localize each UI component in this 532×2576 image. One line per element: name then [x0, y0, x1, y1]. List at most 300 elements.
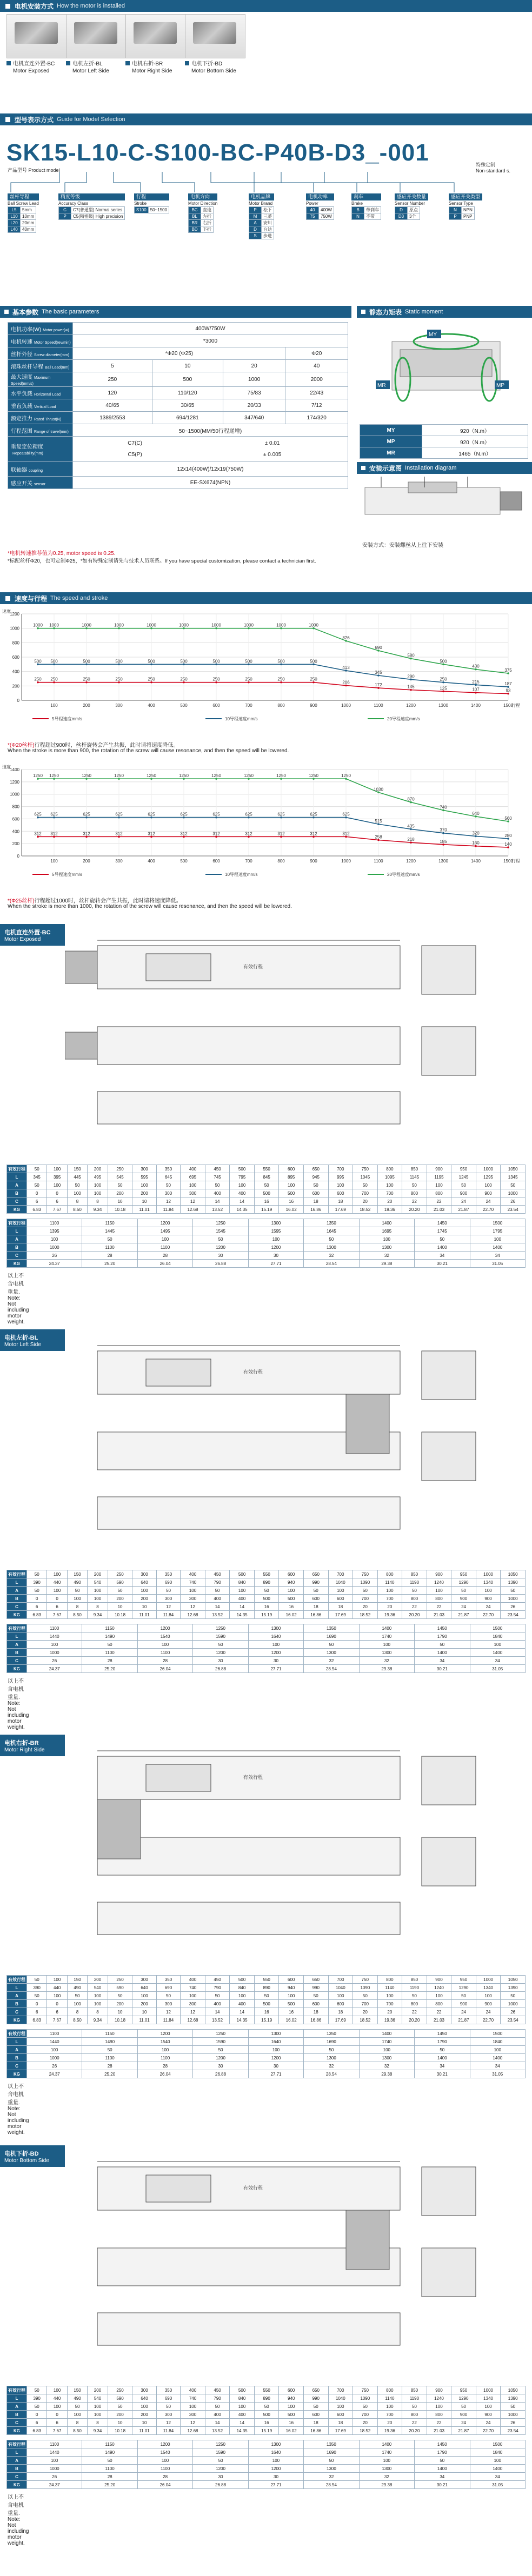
dimension-cell: 100 [328, 2403, 353, 2411]
option-group-title-en: Stroke [134, 201, 147, 206]
option-code: 40 [307, 207, 319, 213]
install-item-bl: 电机左折-BL Motor Left Side [66, 61, 142, 75]
data-label: 258 [375, 834, 382, 840]
dimension-cell: 50 [108, 1587, 132, 1595]
data-label: 172 [375, 683, 382, 688]
dimension-row [7, 2427, 526, 2435]
dimension-cell: 22 [402, 1603, 427, 1611]
install-bar [0, 0, 532, 12]
dimension-row [7, 1665, 526, 1673]
dimension-cell: 800 [377, 2386, 402, 2394]
data-label: 312 [212, 831, 220, 837]
x-tick-label: 1100 [374, 703, 383, 708]
dimension-cell: 495 [88, 1173, 108, 1181]
dimension-cell: 250 [108, 1976, 132, 1984]
dimension-cell: 440 [47, 1578, 67, 1587]
dimension-cell: 18 [328, 1603, 353, 1611]
install-title-en: How the motor is installed [57, 3, 125, 9]
dimension-row-label: C [7, 2419, 27, 2427]
dimension-cell: 745 [205, 1173, 230, 1181]
dimension-cell: 790 [205, 2394, 230, 2403]
dimension-row [7, 2403, 526, 2411]
dimension-cell: 1350 [304, 1624, 359, 1632]
install-title: 电机安装方式 [15, 2, 54, 10]
option-desc: 5mm [21, 207, 36, 213]
dimension-cell: 500 [254, 2411, 279, 2419]
dimension-row [7, 1570, 526, 1578]
dimension-cell: 6 [47, 2008, 67, 2016]
dimension-cell: 8.50 [67, 1611, 87, 1619]
dimension-cell: 50 [353, 1587, 378, 1595]
dimension-section-title: 电机下折-BD Motor Bottom Side [0, 2145, 65, 2167]
dimension-cell: 100 [137, 2457, 192, 2465]
option-code: S100 [135, 207, 149, 213]
dimension-cell: 400 [205, 1189, 230, 1197]
dimension-cell: 0 [47, 1189, 67, 1197]
dimension-cell: 200 [88, 2386, 108, 2394]
dimension-cell: 10 [132, 1603, 156, 1611]
data-label: 625 [212, 812, 220, 817]
dimension-cell: 840 [230, 1578, 255, 1587]
data-label: 625 [310, 812, 317, 817]
speed-note-a: *(Φ20丝杆)行程超过900时，丝杆旋转会产生共振，此时请将速度降低。 [8, 742, 179, 748]
dimension-cell: 200 [88, 1165, 108, 1173]
x-tick-label: 1300 [438, 859, 448, 864]
dimension-cell: 690 [156, 1578, 180, 1587]
dimension-cell: 100 [230, 1992, 255, 2000]
dimension-cell: 100 [248, 1235, 303, 1243]
dimension-cell: 600 [303, 2000, 328, 2008]
x-tick-label: 1400 [471, 859, 481, 864]
dimension-drawing [65, 1735, 530, 1967]
dimension-cell: 700 [328, 2386, 353, 2394]
speed-note-b: *(Φ25丝杆)行程超过1000时，丝杆旋转会产生共振，此时请将速度降低。 [8, 898, 182, 904]
dimension-cell: 1100 [82, 2054, 137, 2062]
dimension-cell: 50 [304, 1641, 359, 1649]
basic-row [8, 412, 348, 424]
data-label: 1000 [244, 623, 254, 628]
dimension-cell: 1390 [501, 1984, 526, 1992]
dimension-cell: 50 [415, 1235, 470, 1243]
dimension-cell: 1000 [501, 1189, 526, 1197]
speed-chart-phi20 [0, 606, 532, 736]
dimension-cell: 14.35 [230, 1611, 255, 1619]
x-tick-label: 800 [277, 703, 285, 708]
dimension-cell: 100 [47, 1570, 67, 1578]
dimension-cell: 12.68 [181, 1206, 205, 1214]
motor-left-image [66, 14, 127, 58]
x-tick-label: 700 [245, 703, 252, 708]
y-tick-label: 1400 [10, 767, 19, 772]
dimension-cell: 350 [156, 1165, 180, 1173]
dimension-cell: 50 [353, 1181, 378, 1189]
basic-row-key: 额定推力 Rated Thrust(N) [8, 412, 73, 424]
dimension-cell: 595 [132, 1173, 156, 1181]
dimension-cell: 13.52 [205, 1206, 230, 1214]
dimension-cell: 400 [205, 2411, 230, 2419]
dimension-cell: 540 [88, 2394, 108, 2403]
square-icon [4, 310, 9, 314]
dimension-cell: 1200 [137, 1219, 192, 1227]
dimension-cell: 1740 [359, 1632, 414, 1641]
dimension-cell: 1500 [470, 2440, 526, 2448]
dimension-cell: 1100 [137, 2465, 192, 2473]
dimension-cell: 15.19 [254, 2016, 279, 2024]
data-label: 312 [50, 831, 58, 837]
legend-label: 5导程速度mm/s [52, 717, 82, 721]
dimension-cell: 100 [67, 2411, 87, 2419]
dimension-row-label: C [7, 2473, 27, 2481]
data-label: 500 [310, 659, 317, 664]
basic-row [8, 437, 348, 462]
dimension-cell: 940 [279, 1578, 304, 1587]
data-label: 206 [342, 680, 350, 685]
dimension-cell: 1300 [248, 1624, 303, 1632]
option-code: C [59, 207, 71, 213]
dimension-row-label: 有效行程 [7, 2030, 27, 2038]
option-group-title-en: Accuracy Class [58, 201, 89, 206]
legend-label: 20导程速度mm/s [387, 872, 420, 877]
dimension-cell: 400 [181, 1165, 205, 1173]
dimension-cell: 28 [82, 2062, 137, 2070]
data-label: 435 [407, 824, 415, 829]
dimension-cell: 440 [47, 2394, 67, 2403]
basic-title: 基本参数 [12, 308, 39, 316]
dimension-row [7, 2473, 526, 2481]
data-label: 1250 [341, 773, 351, 779]
option-group [351, 193, 381, 220]
dimension-cell: 400 [205, 2000, 230, 2008]
data-label: 1000 [33, 623, 43, 628]
dimension-cell: 24 [451, 1197, 476, 1206]
dimension-cell: 750 [353, 2386, 378, 2394]
dimension-row [7, 2038, 526, 2046]
dimension-section-title: 电机直连外置-BC Motor Exposed [0, 924, 65, 946]
dimension-row [7, 2008, 526, 2016]
option-desc: 下折 [201, 226, 214, 233]
dimension-cell: 900 [476, 1189, 501, 1197]
dimension-cell: 23.54 [501, 2016, 526, 2024]
dimension-cell: 22.70 [476, 1206, 501, 1214]
dimension-row-label: L [7, 1578, 27, 1587]
dimension-cell: 8.50 [67, 2016, 87, 2024]
dimension-cell: 16 [254, 1197, 279, 1206]
option-code: B [352, 207, 364, 213]
basic-row-key: 水平负载 Horizontal Load [8, 387, 73, 399]
dimension-cell: 900 [427, 1570, 451, 1578]
dimension-cell: 100 [279, 1587, 304, 1595]
dimension-cell: 26.04 [137, 1260, 192, 1268]
dimension-cell: 1745 [415, 1227, 470, 1235]
model-bar [0, 113, 532, 125]
dimension-table [6, 2386, 526, 2435]
dimension-cell: 10 [132, 1197, 156, 1206]
dimension-row-label: A [7, 2403, 27, 2411]
dimension-cell: 50 [82, 1641, 137, 1649]
dimension-cell: 25.20 [82, 1260, 137, 1268]
dimension-cell: 100 [377, 1587, 402, 1595]
dimension-cell: 50 [451, 1181, 476, 1189]
motor-right-image [125, 14, 186, 58]
dimension-cell: 250 [108, 2386, 132, 2394]
dimension-row-label: A [7, 2046, 27, 2054]
dimension-cell: 100 [27, 1641, 82, 1649]
data-label: 500 [277, 659, 285, 664]
dimension-cell: 50 [205, 2403, 230, 2411]
basic-cell: 250 [73, 372, 152, 387]
dimension-cell: 22 [402, 1197, 427, 1206]
dimension-cell: 1000 [476, 1570, 501, 1578]
dimension-cell: 50 [451, 1587, 476, 1595]
dimension-cell: 1690 [304, 1632, 359, 1641]
basic-cell: Φ20 [285, 347, 348, 360]
dimension-cell: 300 [132, 2386, 156, 2394]
dimension-drawing [65, 924, 530, 1156]
dimension-cell: 500 [279, 2411, 304, 2419]
dimension-cell: 50 [402, 2403, 427, 2411]
dimension-cell: 15.19 [254, 1611, 279, 1619]
dimension-row-label: KG [7, 1611, 27, 1619]
dimension-cell: 32 [359, 1657, 414, 1665]
data-label: 1250 [147, 773, 156, 779]
x-tick-label: 500 [180, 859, 188, 864]
dimension-cell: 12.68 [181, 2016, 205, 2024]
dimension-cell: 1000 [27, 1649, 82, 1657]
dimension-cell: 400 [181, 2386, 205, 2394]
model-title: 型号表示方式 [15, 116, 54, 124]
dimension-cell: 640 [132, 1984, 156, 1992]
dimension-cell: 100 [476, 1992, 501, 2000]
dimension-cell: 14 [230, 2419, 255, 2427]
dimension-row-label: C [7, 1197, 27, 1206]
dimension-cell: 840 [230, 2394, 255, 2403]
option-code: S [249, 233, 262, 239]
dimension-cell: 750 [353, 1570, 378, 1578]
dimension-cell: 30 [193, 2062, 248, 2070]
dimension-cell: 22 [402, 2419, 427, 2427]
dimension-row-label: 有效行程 [7, 1976, 27, 1984]
dimension-cell: 300 [181, 2411, 205, 2419]
dimension-cell: 26 [27, 1657, 82, 1665]
series-line [38, 779, 508, 821]
option-desc: 台达 [262, 226, 274, 233]
dimension-cell: 9.34 [88, 2427, 108, 2435]
dimension-cell: 15.19 [254, 2427, 279, 2435]
speed-chart-phi25 [0, 762, 532, 892]
dimension-cell: 1740 [359, 2038, 414, 2046]
dimension-cell: 21.03 [427, 1206, 451, 1214]
dimension-row [7, 1165, 526, 1173]
basic-row-key: 丝杆外径 Screw diameter(mm) [8, 347, 73, 360]
static-value: 1465（N.m） [422, 447, 528, 459]
dimension-cell: 900 [427, 1165, 451, 1173]
dimension-cell: 100 [377, 2403, 402, 2411]
dimension-cell: 0 [47, 2411, 67, 2419]
dimension-cell: 1400 [415, 1649, 470, 1657]
dimension-cell: 1300 [304, 2054, 359, 2062]
dimension-cell: 1100 [27, 2030, 82, 2038]
product-label: 产品型号 Product model [8, 168, 60, 173]
dimension-cell: 11.01 [132, 1611, 156, 1619]
option-desc: 20mm [21, 220, 36, 226]
legend-label: 20导程速度mm/s [387, 717, 420, 721]
dimension-cell: 31.05 [470, 2070, 526, 2078]
dimension-cell: 695 [181, 1173, 205, 1181]
y-tick-label: 800 [12, 804, 19, 809]
dimension-cell: 50 [303, 1992, 328, 2000]
basic-row [8, 360, 348, 372]
data-label: 1000 [114, 623, 124, 628]
dimension-cell: 995 [328, 1173, 353, 1181]
data-label: 312 [180, 831, 188, 837]
dimension-cell: 100 [476, 2403, 501, 2411]
dimension-cell: 690 [156, 1984, 180, 1992]
basic-cell: 22/43 [285, 387, 348, 399]
dimension-cell: 50 [108, 1992, 132, 2000]
dimension-cell: 6 [47, 1197, 67, 1206]
dimension-table [6, 2029, 526, 2078]
dimension-cell: 20 [353, 1603, 378, 1611]
dimension-cell: 1790 [415, 2038, 470, 2046]
basic-cell: 20/33 [223, 399, 285, 412]
label-mr: MR [377, 383, 386, 389]
dimension-cell: 9.34 [88, 2016, 108, 2024]
dimension-cell: 600 [328, 1189, 353, 1197]
data-label: 250 [310, 677, 317, 682]
dimension-cell: 750 [353, 1165, 378, 1173]
dimension-cell: 850 [402, 1165, 427, 1173]
x-tick-label: 200 [83, 703, 90, 708]
data-label: 140 [504, 842, 512, 847]
dimension-cell: 50 [156, 1181, 180, 1189]
option-group-title-en: Motor Direction [188, 201, 218, 206]
dimension-cell: 100 [377, 1181, 402, 1189]
dimension-cell: 12 [181, 2008, 205, 2016]
data-label: 1250 [33, 773, 43, 779]
dimension-cell: 50 [27, 2403, 47, 2411]
dimension-cell: 14.35 [230, 2427, 255, 2435]
dimension-cell: 28.54 [304, 1260, 359, 1268]
x-tick-label: 100 [50, 859, 58, 864]
dimension-cell: 100 [47, 1587, 67, 1595]
option-group-title-en: Sensor Number [395, 201, 425, 206]
dimension-cell: 600 [279, 1570, 304, 1578]
stroke-label: 有效行程 [243, 2185, 263, 2191]
dimension-row-label: B [7, 1243, 27, 1252]
data-label: 1250 [244, 773, 254, 779]
dimension-cell: 1290 [451, 1984, 476, 1992]
option-code: D3 [395, 213, 408, 220]
basic-title-en: The basic parameters [42, 309, 99, 315]
dimension-cell: 28 [82, 2473, 137, 2481]
option-desc: 松下 [262, 207, 274, 213]
basic-row-key: 最大速度 Maximum Speed(mm/s) [8, 372, 73, 387]
dimension-cell: 50 [193, 1235, 248, 1243]
data-label: 1000 [49, 623, 59, 628]
install-item-br: 电机右折-BR Motor Right Side [125, 61, 201, 75]
dimension-cell: 23.54 [501, 1206, 526, 1214]
dimension-cell: 300 [181, 2000, 205, 2008]
x-tick-label: 800 [277, 859, 285, 864]
dimension-cell: 1000 [501, 1595, 526, 1603]
data-label: 625 [50, 812, 58, 817]
dimension-cell: 1450 [415, 1219, 470, 1227]
dimension-cell: 100 [27, 1235, 82, 1243]
dimension-cell: 14 [205, 1603, 230, 1611]
dimension-row [7, 1227, 526, 1235]
dimension-cell: 24 [476, 1603, 501, 1611]
data-label: 250 [245, 677, 252, 682]
dimension-cell: 0 [27, 2000, 47, 2008]
data-label: 1250 [309, 773, 318, 779]
dimension-cell: 0 [47, 2000, 67, 2008]
dimension-cell: 10 [132, 2008, 156, 2016]
dimension-cell: 8.50 [67, 2427, 87, 2435]
dimension-cell: 300 [156, 1595, 180, 1603]
y-tick-label: 400 [12, 669, 19, 674]
dimension-cell: 28.54 [304, 2481, 359, 2489]
dimension-cell: 1400 [470, 1649, 526, 1657]
dimension-cell: 20 [377, 2008, 402, 2016]
dimension-cell: 1300 [304, 1649, 359, 1657]
option-group [249, 193, 274, 239]
basic-cell: ± 0.005 [263, 452, 282, 458]
static-value: 920（N.m） [422, 425, 528, 436]
dimension-row [7, 2030, 526, 2038]
dimension-cell: 1450 [415, 2030, 470, 2038]
stroke-label: 有效行程 [243, 1369, 263, 1375]
dimension-cell: 11.84 [156, 1206, 180, 1214]
dimension-cell: 10.18 [108, 1206, 132, 1214]
dimension-row [7, 2411, 526, 2419]
dimension-cell: 350 [156, 1976, 180, 1984]
dimension-cell: 14 [230, 1197, 255, 1206]
dimension-cell: 18 [303, 2008, 328, 2016]
dimension-section-title: 电机右折-BR Motor Right Side [0, 1735, 65, 1756]
dimension-cell: 34 [470, 2062, 526, 2070]
dimension-row [7, 1587, 526, 1595]
dimension-cell: 600 [328, 1595, 353, 1603]
label-my: MY [429, 332, 437, 338]
dimension-cell: 9.34 [88, 1611, 108, 1619]
data-label: 1250 [49, 773, 59, 779]
dimension-cell: 1300 [359, 2465, 414, 2473]
option-desc: C7(普通型) Normal series [71, 207, 125, 213]
dimension-cell: 50 [205, 1992, 230, 2000]
data-label: 560 [504, 816, 512, 821]
dimension-row-label: L [7, 1173, 27, 1181]
dimension-cell: 26.04 [137, 2070, 192, 2078]
dimension-cell: 10.18 [108, 2427, 132, 2435]
dimension-cell: 16.02 [279, 2427, 304, 2435]
dimension-cell: 100 [181, 1992, 205, 2000]
dimension-cell: 28 [137, 2473, 192, 2481]
dimension-cell: 28 [82, 1252, 137, 1260]
dimension-cell: 26.04 [137, 2481, 192, 2489]
dimension-cell: 895 [279, 1173, 304, 1181]
dimension-cell: 300 [156, 2411, 180, 2419]
data-label: 625 [180, 812, 188, 817]
dimension-row-label: 有效行程 [7, 1570, 27, 1578]
dimension-cell: 11.84 [156, 2427, 180, 2435]
dimension-cell: 6.83 [27, 1611, 47, 1619]
dimension-cell: 600 [303, 1595, 328, 1603]
dimension-cell: 21.87 [451, 2427, 476, 2435]
legend-label: 10导程速度mm/s [225, 872, 258, 877]
dimension-cell: 10 [108, 1197, 132, 1206]
basic-cell: ± 0.01 [264, 440, 280, 446]
basic-row [8, 323, 348, 335]
